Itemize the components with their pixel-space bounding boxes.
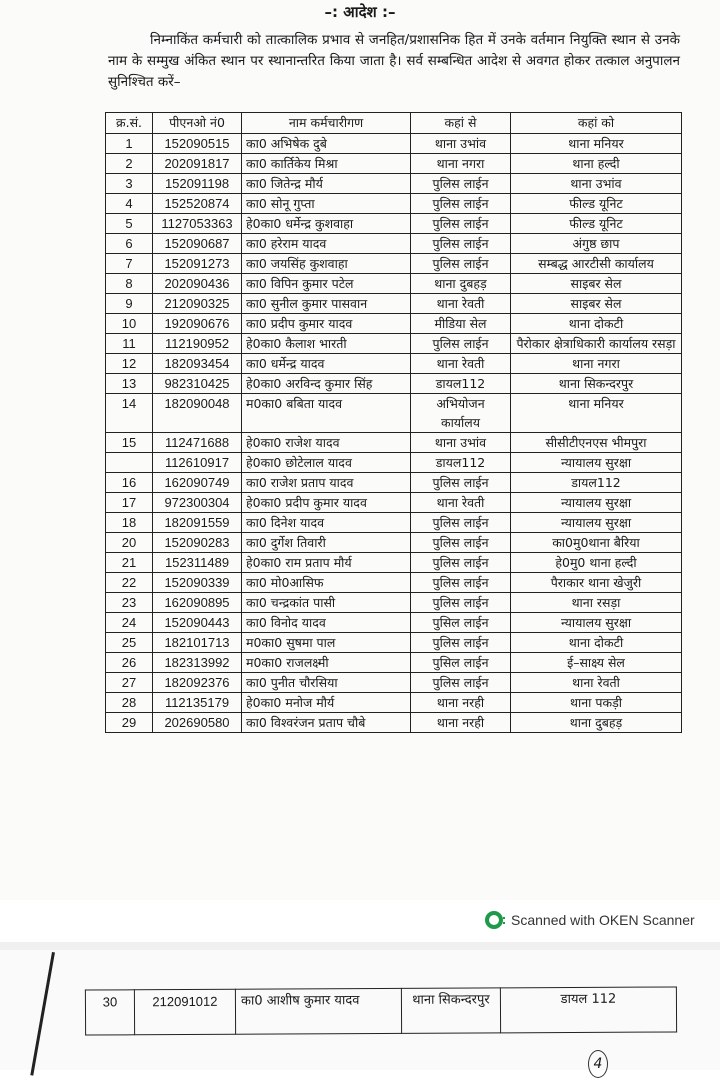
cell-to: डायल112 [511, 473, 682, 493]
cell-to: सम्बद्ध आरटीसी कार्यालय [511, 254, 682, 274]
cell-to: थाना नगरा [511, 354, 682, 374]
cell-serial: 23 [106, 593, 153, 613]
cell-pno: 152091273 [153, 254, 242, 274]
cell-pno: 112190952 [153, 334, 242, 354]
page-separator [0, 942, 720, 950]
cell-to: थाना हल्दी [511, 154, 682, 174]
cell-name: का0 हरेराम यादव [242, 234, 411, 254]
table-row [106, 274, 682, 294]
header-pno: पीएनओ नं0 [153, 113, 242, 134]
table-row [106, 553, 682, 573]
cell-serial: 25 [106, 633, 153, 653]
cell-to: साइबर सेल [511, 294, 682, 314]
cell-name: हे0का0 छोटेलाल यादव [242, 453, 411, 473]
cell-serial: 10 [106, 314, 153, 334]
cell-pno: 192090676 [153, 314, 242, 334]
cell-name: का0 आशीष कुमार यादव [235, 988, 401, 1034]
cell-to: थाना रसड़ा [511, 593, 682, 613]
cell-from: पुलिस लाईन [411, 553, 511, 573]
cell-serial: 3 [106, 174, 153, 194]
table-row [106, 433, 682, 453]
cell-from: पुसिल लाईन [411, 613, 511, 633]
cell-name: हे0का0 राजेश यादव [242, 433, 411, 453]
cell-to: थाना पकड़ी [511, 693, 682, 713]
cell-name: हे0का0 अरविन्द कुमार सिंह [242, 374, 411, 394]
cell-name: का0 प्रदीप कुमार यादव [242, 314, 411, 334]
cell-serial: 13 [106, 374, 153, 394]
cell-to: अंगुष्ठ छाप [511, 234, 682, 254]
cell-pno: 152090283 [153, 533, 242, 553]
table-row [106, 374, 682, 394]
cell-pno: 212091012 [134, 989, 235, 1035]
cell-to: न्यायालय सुरक्षा [511, 613, 682, 633]
cell-from: अभियोजन कार्यालय [411, 394, 511, 433]
cell-from: पुलिस लाईन [411, 473, 511, 493]
cell-name: का0 धर्मेन्द्र यादव [242, 354, 411, 374]
table-row [106, 613, 682, 633]
cell-from: डायल112 [411, 374, 511, 394]
table-row [106, 593, 682, 613]
cell-from: पुलिस लाईन [411, 214, 511, 234]
cell-from: पुलिस लाईन [411, 334, 511, 354]
table-row [106, 314, 682, 334]
cell-from: पुलिस लाईन [411, 254, 511, 274]
cell-to: थाना मनियर [511, 134, 682, 154]
table-row [106, 234, 682, 254]
transfer-table [105, 112, 682, 733]
cell-name: का0 दुर्गेश तिवारी [242, 533, 411, 553]
cell-from: मीडिया सेल [411, 314, 511, 334]
table-row [85, 987, 676, 1035]
table-row [106, 134, 682, 154]
cell-name: का0 मो0आसिफ [242, 573, 411, 593]
table-row [106, 254, 682, 274]
cell-pno: 152090515 [153, 134, 242, 154]
cell-pno: 152091198 [153, 174, 242, 194]
table-row [106, 633, 682, 653]
cell-serial: 22 [106, 573, 153, 593]
cell-name: का0 दिनेश यादव [242, 513, 411, 533]
table-row [106, 174, 682, 194]
cell-serial: 17 [106, 493, 153, 513]
cell-name: म0का0 सुषमा पाल [242, 633, 411, 653]
cell-to: न्यायालय सुरक्षा [511, 493, 682, 513]
order-heading: –: आदेश :– [324, 3, 396, 21]
cell-pno: 202091817 [153, 154, 242, 174]
cell-serial: 18 [106, 513, 153, 533]
cell-serial: 4 [106, 194, 153, 214]
cell-serial: 7 [106, 254, 153, 274]
cell-from: पुलिस लाईन [411, 573, 511, 593]
cell-name: का0 विश्वरंजन प्रताप चौबे [242, 713, 411, 733]
cell-name: का0 कार्तिकेय मिश्रा [242, 154, 411, 174]
table-row [106, 493, 682, 513]
cell-serial: 16 [106, 473, 153, 493]
cell-from: पुसिल लाईन [411, 653, 511, 673]
cell-from: पुलिस लाईन [411, 533, 511, 553]
cell-serial [106, 453, 153, 473]
cell-pno: 982310425 [153, 374, 242, 394]
cell-to: थाना उभांव [511, 174, 682, 194]
cell-to: ई–साक्ष्य सेल [511, 653, 682, 673]
cell-serial: 9 [106, 294, 153, 314]
table-row [106, 453, 682, 473]
cell-pno: 202090436 [153, 274, 242, 294]
cell-pno: 152090687 [153, 234, 242, 254]
cell-from: पुलिस लाईन [411, 194, 511, 214]
cell-pno: 212090325 [153, 294, 242, 314]
cell-pno: 162090895 [153, 593, 242, 613]
cell-to: का0मु0थाना बैरिया [511, 533, 682, 553]
cell-name: का0 सोनू गुप्ता [242, 194, 411, 214]
cell-to: थाना दुबहड़ [511, 713, 682, 733]
header-to: कहां को [511, 113, 682, 134]
order-paragraph [108, 30, 680, 93]
table-row [106, 394, 682, 433]
cell-to: थाना रेवती [511, 673, 682, 693]
cell-serial: 26 [106, 653, 153, 673]
scanner-watermark [485, 911, 695, 929]
cell-from: पुलिस लाईन [411, 633, 511, 653]
cell-from: पुलिस लाईन [411, 513, 511, 533]
table-row [106, 294, 682, 314]
cell-serial: 24 [106, 613, 153, 633]
cell-serial: 28 [106, 693, 153, 713]
cell-from: थाना रेवती [411, 354, 511, 374]
cell-to: थाना सिकन्दरपुर [511, 374, 682, 394]
cell-serial: 6 [106, 234, 153, 254]
cell-pno: 152090443 [153, 613, 242, 633]
cell-serial: 14 [106, 394, 153, 433]
cell-to: पैरोकार क्षेत्राधिकारी कार्यालय रसड़ा [511, 334, 682, 354]
cell-pno: 182101713 [153, 633, 242, 653]
cell-from: थाना दुबहड़ [411, 274, 511, 294]
cell-to: न्यायालय सुरक्षा [511, 513, 682, 533]
cell-from: थाना नरही [411, 693, 511, 713]
cell-pno: 152090339 [153, 573, 242, 593]
cell-name: का0 जयसिंह कुशवाहा [242, 254, 411, 274]
cell-from: पुलिस लाईन [411, 673, 511, 693]
cell-name: का0 विपिन कुमार पटेल [242, 274, 411, 294]
cell-pno: 182313992 [153, 653, 242, 673]
table-row [106, 354, 682, 374]
table-row [106, 673, 682, 693]
table-row [106, 533, 682, 553]
cell-pno: 1127053363 [153, 214, 242, 234]
cell-pno: 972300304 [153, 493, 242, 513]
table-row [106, 154, 682, 174]
cell-name: का0 चन्द्रकांत पासी [242, 593, 411, 613]
cell-serial: 21 [106, 553, 153, 573]
cell-to: डायल 112 [500, 987, 676, 1033]
cell-pno: 152311489 [153, 553, 242, 573]
table-row [106, 473, 682, 493]
cell-name: हे0का0 मनोज मौर्य [242, 693, 411, 713]
cell-from: पुलिस लाईन [411, 174, 511, 194]
table-row [106, 653, 682, 673]
table-header-row [106, 113, 682, 134]
cell-name: का0 सुनील कुमार पासवान [242, 294, 411, 314]
cell-name: म0का0 राजलक्ष्मी [242, 653, 411, 673]
cell-serial: 5 [106, 214, 153, 234]
cell-pno: 182092376 [153, 673, 242, 693]
table-row [106, 334, 682, 354]
cell-serial: 15 [106, 433, 153, 453]
cell-pno: 162090749 [153, 473, 242, 493]
table-row [106, 214, 682, 234]
cell-from: थाना रेवती [411, 294, 511, 314]
cell-name: का0 विनोद यादव [242, 613, 411, 633]
cell-pno: 202690580 [153, 713, 242, 733]
cell-to: सीसीटीएनएस भीमपुरा [511, 433, 682, 453]
cell-name: का0 अभिषेक दुबे [242, 134, 411, 154]
cell-to: न्यायालय सुरक्षा [511, 453, 682, 473]
table-row [106, 573, 682, 593]
cell-serial: 27 [106, 673, 153, 693]
cell-from: पुलिस लाईन [411, 234, 511, 254]
cell-from: थाना सिकन्दरपुर [401, 988, 500, 1034]
page-number-mark: 4 [588, 1050, 608, 1078]
cell-pno: 182091559 [153, 513, 242, 533]
cell-serial: 30 [85, 990, 134, 1035]
cell-serial: 12 [106, 354, 153, 374]
cell-name: हे0का0 राम प्रताप मौर्य [242, 553, 411, 573]
cell-serial: 29 [106, 713, 153, 733]
continuation-table [85, 986, 677, 1035]
cell-to: थाना दोकटी [511, 314, 682, 334]
cell-name: म0का0 बबिता यादव [242, 394, 411, 433]
cell-from: थाना रेवती [411, 493, 511, 513]
cell-pno: 112471688 [153, 433, 242, 453]
cell-name: हे0का0 प्रदीप कुमार यादव [242, 493, 411, 513]
cell-from: पुलिस लाईन [411, 593, 511, 613]
header-serial: क्र.सं. [106, 113, 153, 134]
cell-name: का0 राजेश प्रताप यादव [242, 473, 411, 493]
cell-serial: 20 [106, 533, 153, 553]
cell-to: थाना दोकटी [511, 633, 682, 653]
cell-to: हे0मु0 थाना हल्दी [511, 553, 682, 573]
cell-from: थाना नगरा [411, 154, 511, 174]
cell-pno: 152520874 [153, 194, 242, 214]
cell-to: साइबर सेल [511, 274, 682, 294]
cell-to: पैराकार थाना खेजुरी [511, 573, 682, 593]
cell-to: थाना मनियर [511, 394, 682, 433]
order-paragraph-text: निम्नाकिंत कर्मचारी को तात्कालिक प्रभाव से जनहित/प्रशासनिक हित में उनके वर्तमान नियुक्ति स्थान से उनके नाम के सम्मुख अंकित स्थान पर स्थानान्तरित किया जाता है। सर्व सम्बन्धित आदेश से अवगत होकर तत्काल अनुपालन सुनिश्चित करें– [108, 32, 680, 90]
table-row [106, 693, 682, 713]
cell-serial: 1 [106, 134, 153, 154]
cell-pno: 182090048 [153, 394, 242, 433]
table-row [106, 513, 682, 533]
cell-serial: 8 [106, 274, 153, 294]
cell-from: डायल112 [411, 453, 511, 473]
cell-from: थाना उभांव [411, 433, 511, 453]
cell-to: फील्ड यूनिट [511, 214, 682, 234]
oken-scanner-logo-icon [485, 911, 503, 929]
cell-pno: 182093454 [153, 354, 242, 374]
cell-serial: 11 [106, 334, 153, 354]
cell-name: हे0का0 कैलाश भारती [242, 334, 411, 354]
cell-to: फील्ड यूनिट [511, 194, 682, 214]
cell-pno: 112610917 [153, 453, 242, 473]
table-row [106, 713, 682, 733]
cell-pno: 112135179 [153, 693, 242, 713]
header-from: कहां से [411, 113, 511, 134]
cell-name: का0 जितेन्द्र मौर्य [242, 174, 411, 194]
cell-from: थाना नरही [411, 713, 511, 733]
table-row [106, 194, 682, 214]
cell-from: थाना उभांव [411, 134, 511, 154]
scanner-text: Scanned with OKEN Scanner [511, 912, 695, 928]
cell-name: हे0का0 धर्मेन्द्र कुशवाहा [242, 214, 411, 234]
header-name: नाम कर्मचारीगण [242, 113, 411, 134]
cell-serial: 2 [106, 154, 153, 174]
cell-name: का0 पुनीत चौरसिया [242, 673, 411, 693]
